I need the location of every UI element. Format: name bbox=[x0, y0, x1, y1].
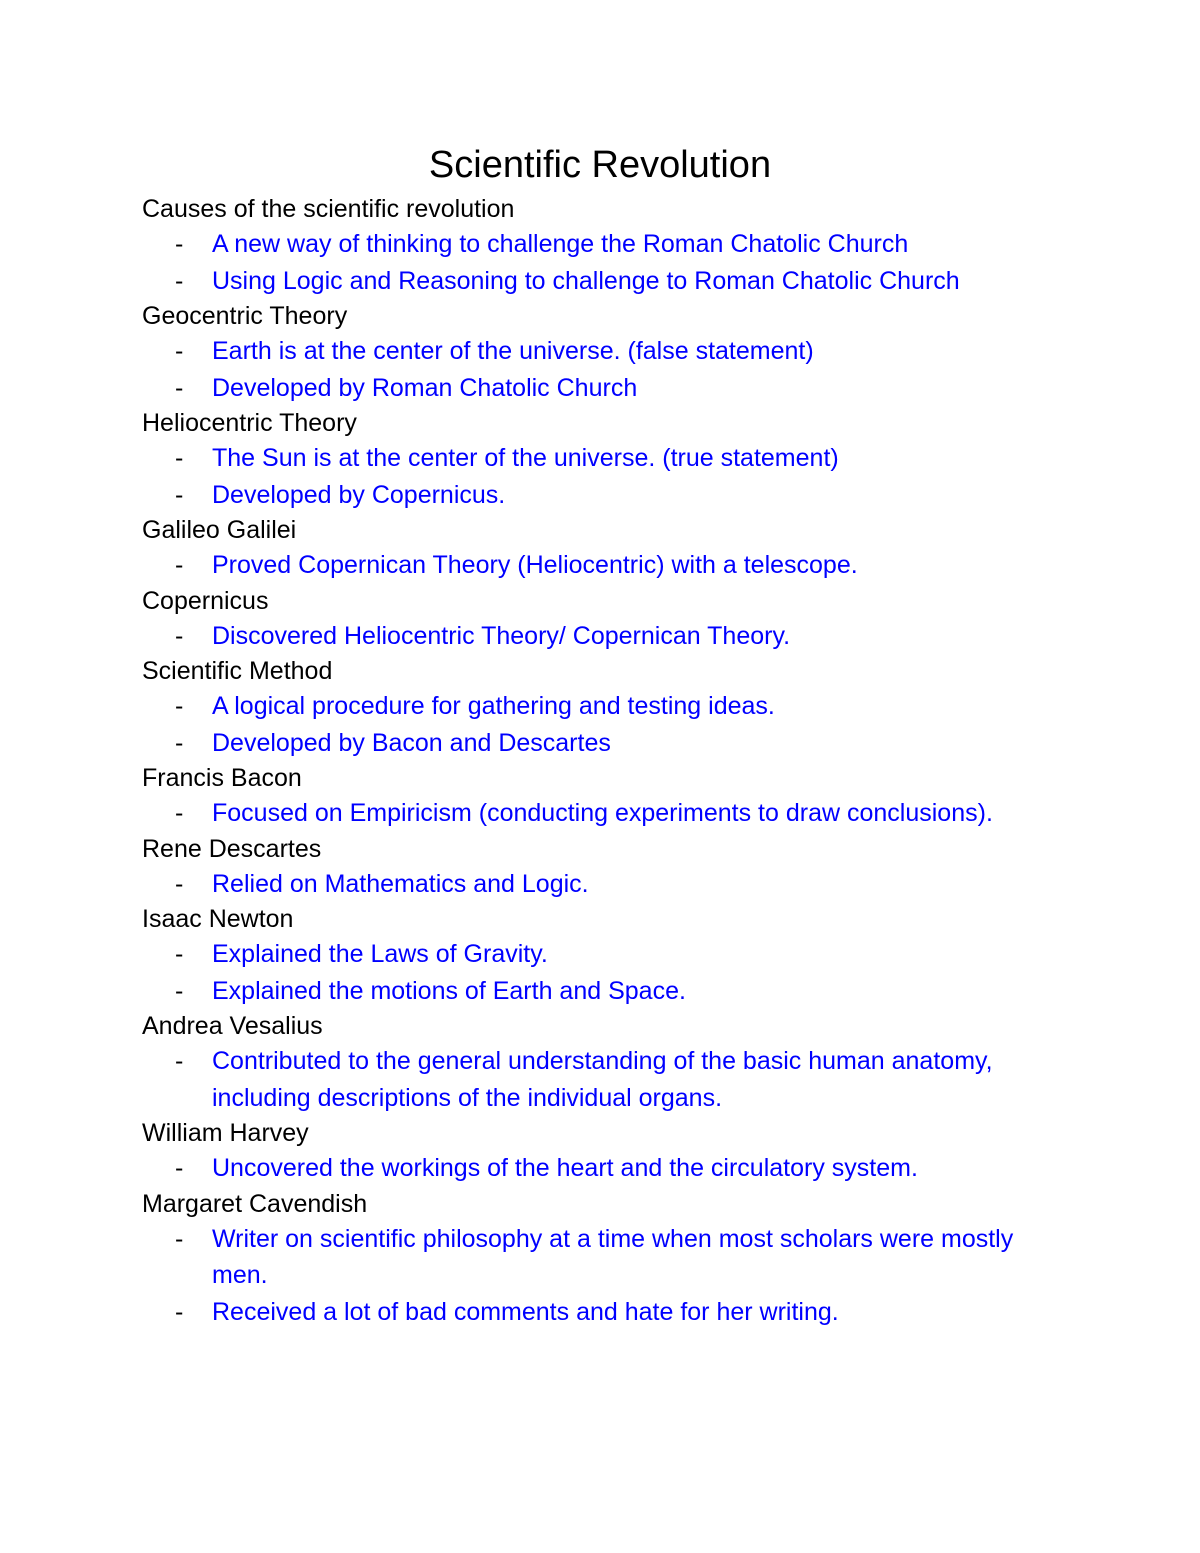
dash-marker: - bbox=[175, 621, 184, 650]
bullet-text: A logical procedure for gathering and testing ideas. bbox=[212, 692, 775, 720]
bullet-item bbox=[142, 866, 1052, 903]
bullet-text: Proved Copernican Theory (Heliocentric) with a telescope. bbox=[212, 551, 858, 579]
bullet-text: Developed by Copernicus. bbox=[212, 480, 506, 509]
bullet-item bbox=[142, 1150, 1052, 1187]
notes-body bbox=[142, 192, 1042, 1330]
bullet-list bbox=[142, 440, 1042, 513]
bullet-item bbox=[142, 333, 1052, 370]
bullet-item bbox=[142, 547, 1052, 584]
dash-marker: - bbox=[175, 869, 184, 898]
section-heading: Heliocentric Theory bbox=[142, 409, 357, 437]
bullet-list bbox=[142, 688, 1042, 761]
section-heading: Margaret Cavendish bbox=[142, 1189, 368, 1218]
bullet-item bbox=[142, 1294, 1052, 1331]
bullet-text: Developed by Bacon and Descartes bbox=[212, 728, 611, 757]
bullet-text: Contributed to the general understanding of the basic human anatomy, including descriptions of the individual organs. bbox=[212, 1047, 993, 1112]
dash-marker: - bbox=[175, 728, 184, 757]
bullet-text: A new way of thinking to challenge the Roman Chatolic Church bbox=[212, 230, 909, 258]
bullet-list bbox=[142, 1150, 1042, 1187]
bullet-item bbox=[142, 226, 1052, 263]
dash-marker: - bbox=[175, 1224, 184, 1253]
section-heading: Isaac Newton bbox=[142, 905, 294, 933]
bullet-item bbox=[142, 725, 1052, 762]
bullet-list bbox=[142, 618, 1042, 655]
section-heading: William Harvey bbox=[142, 1119, 309, 1147]
bullet-text: Earth is at the center of the universe. (false statement) bbox=[212, 337, 814, 365]
section-heading: Copernicus bbox=[142, 586, 269, 615]
bullet-item bbox=[142, 1043, 1052, 1116]
bullet-list bbox=[142, 795, 1042, 832]
dash-marker: - bbox=[175, 1297, 184, 1326]
section-heading: Francis Bacon bbox=[142, 764, 302, 792]
page-title: Scientific Revolution bbox=[428, 144, 772, 186]
dash-marker: - bbox=[175, 266, 184, 295]
dash-marker: - bbox=[175, 480, 184, 509]
dash-marker: - bbox=[175, 337, 184, 365]
dash-marker: - bbox=[175, 940, 184, 968]
bullet-item bbox=[142, 370, 1052, 407]
bullet-item bbox=[142, 973, 1052, 1010]
bullet-item bbox=[142, 263, 1052, 300]
bullet-item bbox=[142, 936, 1052, 973]
bullet-text: Relied on Mathematics and Logic. bbox=[212, 869, 589, 898]
bullet-text: Explained the motions of Earth and Space. bbox=[212, 976, 686, 1005]
bullet-text: Explained the Laws of Gravity. bbox=[212, 940, 548, 968]
section-heading: Rene Descartes bbox=[142, 834, 322, 863]
dash-marker: - bbox=[175, 1154, 184, 1182]
bullet-list bbox=[142, 226, 1042, 299]
bullet-item bbox=[142, 440, 1052, 477]
section-heading: Causes of the scientific revolution bbox=[142, 195, 515, 223]
bullet-list bbox=[142, 333, 1042, 406]
dash-marker: - bbox=[175, 1047, 184, 1075]
bullet-item bbox=[142, 795, 1052, 832]
bullet-text: Writer on scientific philosophy at a time when most scholars were mostly men. bbox=[212, 1224, 1014, 1289]
bullet-text: Discovered Heliocentric Theory/ Copernican Theory. bbox=[212, 621, 791, 650]
bullet-text: Received a lot of bad comments and hate for her writing. bbox=[212, 1297, 839, 1326]
bullet-list bbox=[142, 936, 1042, 1009]
section-heading: Geocentric Theory bbox=[142, 302, 348, 330]
bullet-text: Using Logic and Reasoning to challenge to Roman Chatolic Church bbox=[212, 266, 960, 295]
bullet-list bbox=[142, 547, 1042, 584]
bullet-list bbox=[142, 1043, 1042, 1116]
section-heading: Scientific Method bbox=[142, 657, 333, 685]
dash-marker: - bbox=[175, 230, 184, 258]
dash-marker: - bbox=[175, 444, 184, 472]
bullet-text: Uncovered the workings of the heart and the circulatory system. bbox=[212, 1154, 918, 1182]
bullet-text: Focused on Empiricism (conducting experiments to draw conclusions). bbox=[212, 799, 993, 827]
dash-marker: - bbox=[175, 551, 184, 579]
bullet-list bbox=[142, 866, 1042, 903]
bullet-text: Developed by Roman Chatolic Church bbox=[212, 373, 638, 402]
bullet-item bbox=[142, 477, 1052, 514]
bullet-item bbox=[142, 618, 1052, 655]
dash-marker: - bbox=[175, 799, 184, 827]
bullet-text: The Sun is at the center of the universe. (true statement) bbox=[212, 444, 839, 472]
bullet-item bbox=[142, 1221, 1052, 1294]
dash-marker: - bbox=[175, 692, 184, 720]
bullet-item bbox=[142, 688, 1052, 725]
section-heading: Galileo Galilei bbox=[142, 516, 297, 544]
section-heading: Andrea Vesalius bbox=[142, 1012, 323, 1040]
dash-marker: - bbox=[175, 976, 184, 1005]
dash-marker: - bbox=[175, 373, 184, 402]
bullet-list bbox=[142, 1221, 1042, 1331]
